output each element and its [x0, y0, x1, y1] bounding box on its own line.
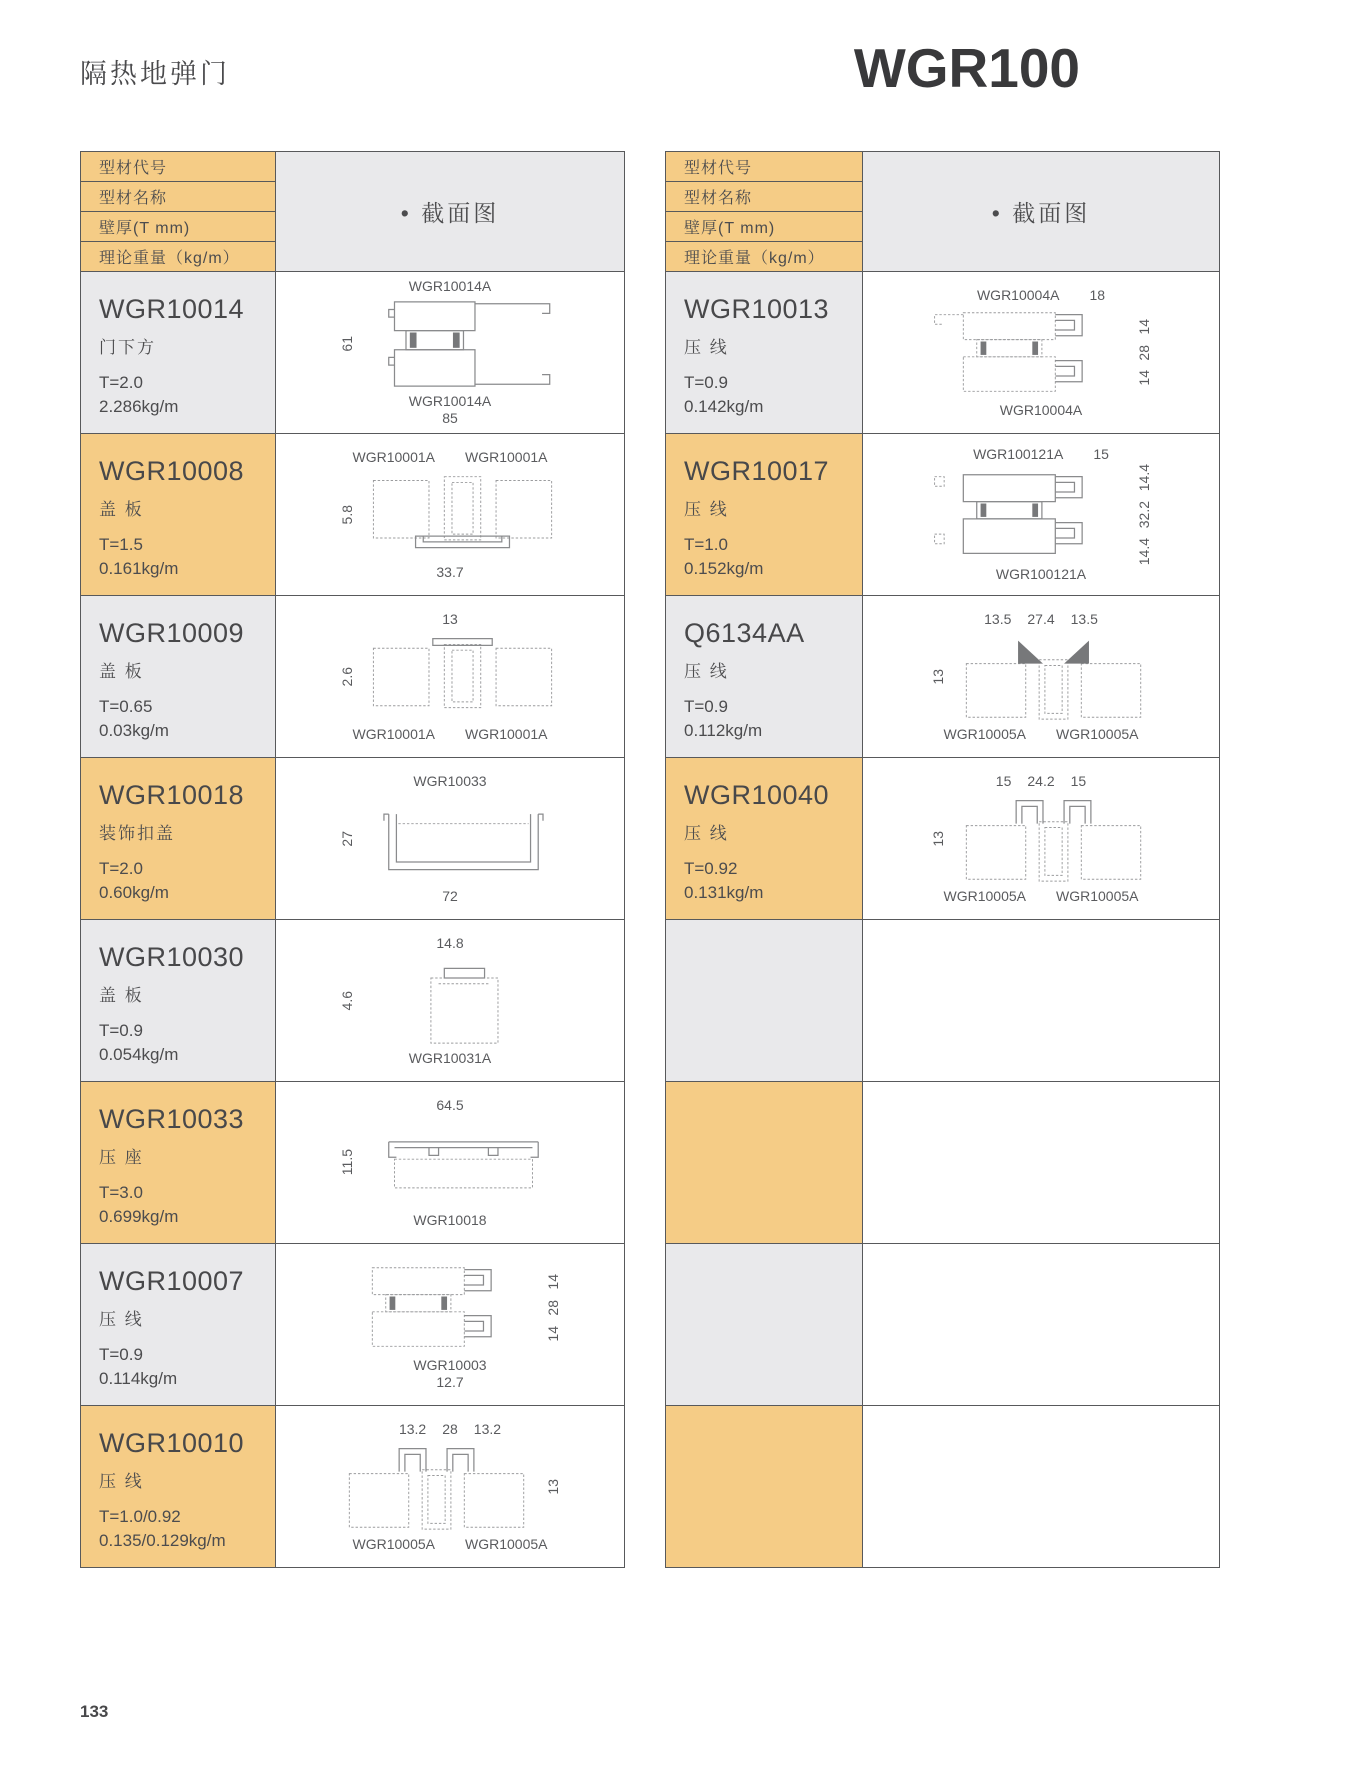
wall-thickness: T=0.9	[684, 373, 728, 392]
profile-name: 盖 板	[99, 500, 144, 519]
table-header-cell: 壁厚(T mm)	[665, 211, 862, 241]
diagram-bottom-labels	[409, 394, 491, 409]
profile-section-cell	[862, 595, 1219, 757]
profile-name: 压 线	[684, 662, 729, 681]
diagram-bottom-labels	[413, 1213, 486, 1228]
wall-thickness: T=0.9	[99, 1021, 143, 1040]
table-header-cell: 型材名称	[80, 181, 275, 211]
profile-ref-label: WGR100121A	[995, 566, 1087, 583]
profile-label-cell	[80, 1081, 275, 1243]
profile-label-cell	[80, 433, 275, 595]
profile-specs	[684, 535, 854, 579]
theoretical-weight: 0.112kg/m	[684, 721, 763, 740]
dimension-value: 13	[930, 668, 946, 685]
profile-ref-label: WGR10005A	[1056, 887, 1139, 904]
profile-cross-section-sketch	[334, 1260, 540, 1356]
dimension-group	[436, 1098, 463, 1113]
diagram-body	[334, 1260, 566, 1356]
section-diagram	[334, 612, 566, 741]
profile-ref-label: WGR10033	[413, 772, 487, 789]
diagram-bottom-labels	[409, 1051, 491, 1066]
profile-section-cell	[275, 919, 624, 1081]
diagram-left-dimensions	[340, 1149, 354, 1175]
wall-thickness: T=1.5	[99, 535, 143, 554]
theoretical-weight: 0.60kg/m	[99, 883, 169, 902]
section-diagram	[334, 774, 566, 903]
profile-code: WGR10018	[99, 780, 245, 810]
dimension-value: 14.8	[436, 934, 464, 951]
diagram-left-dimensions	[931, 831, 945, 847]
profile-label-cell	[665, 919, 862, 1081]
dimension-group	[442, 612, 458, 627]
profile-section-cell	[862, 1081, 1219, 1243]
diagram-top-annotations	[409, 279, 491, 294]
profile-cross-section-sketch	[951, 629, 1157, 725]
diagram-top-annotations	[353, 450, 548, 465]
profile-cross-section-sketch	[951, 791, 1157, 887]
diagram-bottom-labels	[413, 1358, 486, 1373]
dimension-value: 28	[442, 1420, 458, 1437]
dimension-value: 32.2	[1136, 500, 1152, 529]
diagram-bottom-dimensions	[442, 889, 458, 904]
profile-specs	[99, 535, 267, 579]
profile-code: WGR10013	[684, 294, 830, 324]
section-diagram	[334, 1098, 566, 1227]
wall-thickness: T=0.9	[99, 1345, 143, 1364]
wall-thickness: T=1.0/0.92	[99, 1507, 181, 1526]
dimension-group	[399, 1422, 501, 1437]
profile-code: WGR10008	[99, 456, 245, 486]
diagram-body	[925, 791, 1157, 887]
diagram-bottom-labels	[353, 727, 548, 742]
profile-cross-section-sketch	[360, 629, 566, 725]
dimension-value: 14	[545, 1274, 561, 1291]
diagram-top-annotations	[996, 774, 1086, 789]
dimension-value: 11.5	[339, 1149, 355, 1176]
dimension-value: 14.4	[1136, 538, 1152, 566]
profile-specs	[684, 697, 854, 741]
dimension-value: 13	[442, 610, 458, 627]
profile-name: 盖 板	[99, 986, 144, 1005]
diagram-top-annotations	[973, 447, 1109, 462]
theoretical-weight: 0.131kg/m	[684, 883, 764, 902]
dimension-group	[996, 774, 1086, 789]
profile-code: Q6134AA	[684, 618, 805, 648]
wall-thickness: T=3.0	[99, 1183, 143, 1202]
profile-code: WGR10017	[684, 456, 830, 486]
profile-code: WGR10014	[99, 294, 245, 324]
profile-ref-label: WGR10001A	[352, 448, 435, 465]
diagram-top-annotations	[436, 936, 463, 951]
page-number: 133	[80, 1702, 109, 1721]
section-diagram	[334, 450, 566, 579]
dimension-value: 14	[1136, 319, 1152, 335]
table-header-cell: 理论重量（kg/m）	[665, 241, 862, 271]
dimension-value: 18	[1089, 286, 1106, 303]
theoretical-weight: 0.114kg/m	[99, 1369, 178, 1388]
diagram-body	[334, 953, 566, 1049]
profile-section-cell	[862, 433, 1219, 595]
profile-section-cell	[275, 271, 624, 433]
wall-thickness: T=2.0	[99, 859, 143, 878]
profile-label-cell	[80, 919, 275, 1081]
profile-label-cell	[665, 595, 862, 757]
dimension-value: 27	[339, 830, 355, 847]
diagram-body	[334, 1115, 566, 1211]
profile-cross-section-sketch	[360, 296, 566, 392]
theoretical-weight: 0.161kg/m	[99, 559, 179, 578]
profile-code: WGR10009	[99, 618, 245, 648]
dimension-value: 64.5	[436, 1096, 464, 1113]
profile-code: WGR10033	[99, 1104, 245, 1134]
diagram-body	[925, 629, 1157, 725]
profile-section-cell	[275, 595, 624, 757]
diagram-left-dimensions	[340, 831, 354, 847]
dimension-value: 61	[339, 336, 355, 352]
diagram-right-dimensions	[1137, 319, 1151, 386]
profile-ref-label: WGR10005A	[352, 1535, 435, 1552]
profile-cross-section-sketch	[925, 305, 1131, 401]
profile-label-cell	[80, 1405, 275, 1567]
diagram-top-annotations	[977, 288, 1105, 303]
table-header-cell: 壁厚(T mm)	[80, 211, 275, 241]
profile-specs	[99, 1183, 267, 1227]
wall-thickness: T=0.65	[99, 697, 153, 716]
table-header-cell: 型材代号	[665, 151, 862, 181]
diagram-body	[334, 1439, 566, 1535]
profile-name: 门下方	[99, 338, 156, 357]
profile-ref-label: WGR10014A	[408, 278, 492, 295]
dimension-value: 15	[995, 772, 1012, 789]
profile-ref-label: WGR10004A	[976, 286, 1060, 303]
dimension-value: 24.2	[1027, 772, 1055, 789]
dimension-value: 13.5	[1070, 610, 1098, 627]
profile-specs	[99, 1345, 267, 1389]
diagram-bottom-dimensions	[436, 565, 463, 580]
profile-section-cell	[275, 1081, 624, 1243]
table-header-cell: 理论重量（kg/m）	[80, 241, 275, 271]
profile-code: WGR10007	[99, 1266, 245, 1296]
profile-ref-label: WGR10014A	[408, 393, 492, 410]
diagram-bottom-labels	[944, 889, 1139, 904]
diagram-left-dimensions	[340, 505, 354, 524]
theoretical-weight: 2.286kg/m	[99, 397, 179, 416]
profile-specs	[684, 859, 854, 903]
diagram-top-annotations	[436, 1098, 463, 1113]
profile-specs	[99, 859, 267, 903]
section-diagram	[925, 612, 1157, 741]
diagram-left-dimensions	[931, 669, 945, 685]
profile-label-cell	[80, 1243, 275, 1405]
diagram-top-annotations	[442, 612, 458, 627]
dimension-group	[436, 936, 463, 951]
diagram-body	[925, 464, 1157, 566]
dimension-value: 15	[1070, 772, 1087, 789]
dimension-value: 13.2	[473, 1420, 502, 1437]
section-column-header: • 截面图	[275, 151, 624, 271]
dimension-group	[1089, 288, 1105, 303]
wall-thickness: T=0.92	[684, 859, 738, 878]
dimension-value: 4.6	[339, 990, 355, 1011]
section-diagram	[334, 279, 566, 425]
profile-cross-section-sketch	[334, 1439, 540, 1535]
profile-ref-label: WGR10018	[413, 1211, 487, 1228]
theoretical-weight: 0.152kg/m	[684, 559, 764, 578]
profile-specs	[99, 697, 267, 741]
section-column-header: • 截面图	[862, 151, 1219, 271]
page-title: 隔热地弹门	[80, 59, 230, 89]
dimension-value: 72	[442, 887, 458, 904]
profile-section-cell	[862, 271, 1219, 433]
profile-label-cell	[665, 757, 862, 919]
profile-code: WGR10040	[684, 780, 830, 810]
diagram-bottom-labels	[353, 1537, 548, 1552]
diagram-right-dimensions	[1137, 464, 1151, 566]
profile-name: 装饰扣盖	[99, 824, 175, 843]
profile-section-cell	[275, 1243, 624, 1405]
diagram-body	[334, 467, 566, 563]
dimension-value: 15	[1093, 445, 1109, 462]
dimension-value: 27.4	[1027, 610, 1055, 627]
dimension-group	[1093, 447, 1109, 462]
theoretical-weight: 0.054kg/m	[99, 1045, 179, 1064]
theoretical-weight: 0.135/0.129kg/m	[99, 1531, 226, 1550]
dimension-value: 5.8	[339, 504, 355, 525]
profile-ref-label: WGR100121A	[973, 445, 1064, 462]
profile-section-cell	[862, 757, 1219, 919]
dimension-value: 13.2	[398, 1420, 427, 1437]
diagram-top-annotations	[399, 1422, 501, 1437]
theoretical-weight: 0.142kg/m	[684, 397, 764, 416]
profile-section-cell	[275, 1405, 624, 1567]
profile-section-cell	[862, 1405, 1219, 1567]
profile-ref-label: WGR10001A	[465, 725, 548, 742]
diagram-body	[334, 791, 566, 887]
profile-section-cell	[275, 757, 624, 919]
wall-thickness: T=2.0	[99, 373, 143, 392]
dimension-value: 28	[1136, 344, 1152, 361]
profile-label-cell	[80, 271, 275, 433]
profile-label-cell	[665, 1243, 862, 1405]
section-diagram	[925, 447, 1157, 582]
profile-section-cell	[862, 919, 1219, 1081]
theoretical-weight: 0.699kg/m	[99, 1207, 179, 1226]
dimension-value: 14	[545, 1325, 561, 1342]
profile-cross-section-sketch	[360, 1115, 566, 1211]
profile-ref-label: WGR10001A	[352, 725, 435, 742]
diagram-bottom-dimensions	[436, 1375, 463, 1390]
profile-name: 压 线	[99, 1310, 144, 1329]
diagram-top-annotations	[413, 774, 486, 789]
diagram-bottom-labels	[1000, 403, 1082, 418]
diagram-left-dimensions	[340, 991, 354, 1010]
profile-ref-label: WGR10003	[413, 1356, 487, 1373]
profile-cross-section-sketch	[360, 467, 566, 563]
section-diagram	[925, 288, 1157, 417]
profile-ref-label: WGR10005A	[1056, 725, 1139, 742]
profile-specs	[99, 1021, 267, 1065]
dimension-value: 2.6	[339, 666, 355, 687]
profile-table-left	[80, 151, 625, 1568]
diagram-right-dimensions	[546, 1479, 560, 1495]
dimension-value: 28	[545, 1300, 561, 1316]
profile-name: 压 线	[684, 500, 729, 519]
wall-thickness: T=1.0	[684, 535, 728, 554]
profile-table-right	[665, 151, 1220, 1568]
profile-specs	[99, 1507, 267, 1551]
profile-code: WGR10030	[99, 942, 245, 972]
diagram-top-annotations	[984, 612, 1098, 627]
profile-ref-label: WGR10031A	[408, 1049, 492, 1066]
diagram-left-dimensions	[340, 667, 354, 686]
diagram-left-dimensions	[340, 336, 354, 352]
table-header-cell: 型材代号	[80, 151, 275, 181]
series-code-title: WGR100	[853, 37, 1080, 99]
diagram-bottom-labels	[996, 567, 1086, 582]
profile-name: 盖 板	[99, 662, 144, 681]
profile-label-cell	[665, 271, 862, 433]
dimension-value: 12.7	[436, 1373, 464, 1390]
diagram-body	[925, 305, 1157, 401]
dimension-value: 13	[930, 830, 946, 847]
section-diagram	[334, 1260, 566, 1389]
profile-name: 压 线	[684, 824, 729, 843]
profile-name: 压 座	[99, 1148, 144, 1167]
profile-ref-label: WGR10005A	[943, 887, 1026, 904]
diagram-body	[334, 296, 566, 392]
diagram-right-dimensions	[546, 1274, 560, 1341]
dimension-value: 14.4	[1136, 463, 1152, 491]
theoretical-weight: 0.03kg/m	[99, 721, 169, 740]
profile-label-cell	[665, 1081, 862, 1243]
section-diagram	[925, 774, 1157, 903]
dimension-group	[984, 612, 1098, 627]
diagram-bottom-dimensions	[442, 411, 458, 426]
profile-label-cell	[665, 1405, 862, 1567]
profile-label-cell	[80, 595, 275, 757]
profile-code: WGR10010	[99, 1428, 245, 1458]
profile-specs	[684, 373, 854, 417]
profile-label-cell	[80, 757, 275, 919]
dimension-value: 13.5	[984, 610, 1012, 627]
profile-cross-section-sketch	[360, 953, 566, 1049]
profile-label-cell	[665, 433, 862, 595]
profile-ref-label: WGR10005A	[465, 1535, 548, 1552]
profile-specs	[99, 373, 267, 417]
section-diagram	[334, 936, 566, 1065]
section-diagram	[334, 1422, 566, 1551]
profile-cross-section-sketch	[925, 467, 1131, 563]
profile-cross-section-sketch	[360, 791, 566, 887]
dimension-value: 14	[1136, 370, 1152, 386]
profile-name: 压 线	[99, 1472, 144, 1491]
profile-ref-label: WGR10005A	[943, 725, 1026, 742]
profile-ref-label: WGR10004A	[999, 401, 1083, 418]
profile-section-cell	[275, 433, 624, 595]
dimension-value: 13	[545, 1478, 561, 1495]
diagram-bottom-labels	[944, 727, 1139, 742]
profile-name: 压 线	[684, 338, 729, 357]
diagram-body	[334, 629, 566, 725]
wall-thickness: T=0.9	[684, 697, 728, 716]
dimension-value: 33.7	[436, 563, 464, 580]
table-header-cell: 型材名称	[665, 181, 862, 211]
profile-ref-label: WGR10001A	[465, 448, 548, 465]
profile-section-cell	[862, 1243, 1219, 1405]
dimension-value: 85	[442, 409, 458, 426]
